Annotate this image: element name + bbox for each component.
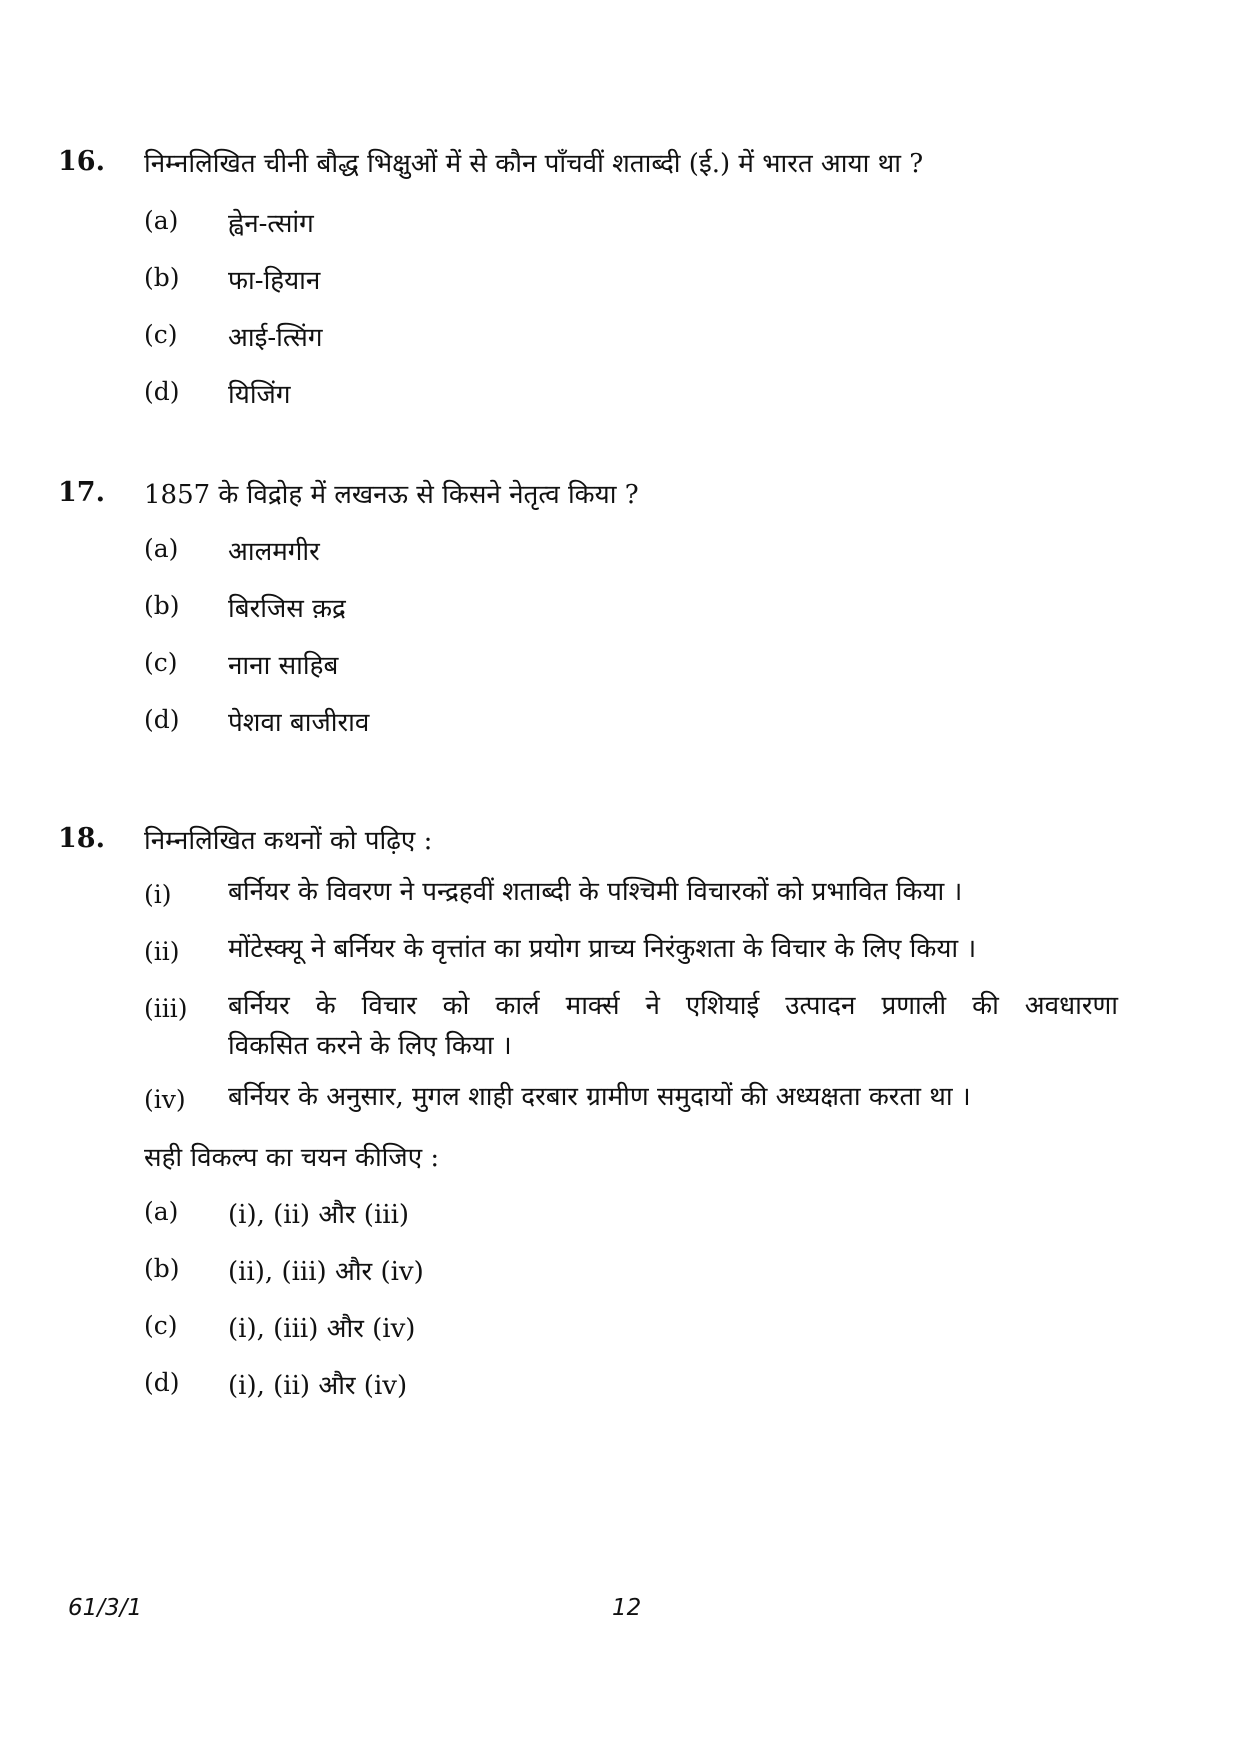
- statement-label: (i): [144, 880, 172, 909]
- statement-text: बर्नियर के विचार को कार्ल मार्क्स ने एशियाई उत्पादन प्रणाली की अवधारणा: [228, 991, 1118, 1021]
- option-label: (b): [144, 591, 180, 620]
- statement-label: (iv): [144, 1085, 186, 1114]
- option-text: (i), (ii) और (iv): [228, 1371, 408, 1401]
- option-label: (d): [144, 705, 180, 734]
- option-label: (a): [144, 534, 179, 563]
- option-label: (a): [144, 206, 179, 235]
- option-text: पेशवा बाजीराव: [228, 708, 370, 738]
- option-text: आलमगीर: [228, 537, 320, 567]
- option-label: (c): [144, 1311, 178, 1340]
- statement-label: (iii): [144, 994, 188, 1023]
- option-text: नाना साहिब: [228, 651, 339, 681]
- option-label: (d): [144, 1368, 180, 1397]
- option-label: (b): [144, 263, 180, 292]
- option-label: (c): [144, 320, 178, 349]
- option-text: बिरजिस क़द्र: [228, 594, 346, 624]
- option-label: (c): [144, 648, 178, 677]
- question-text: 1857 के विद्रोह में लखनऊ से किसने नेतृत्व किया ?: [144, 480, 639, 510]
- option-text: आई-त्सिंग: [228, 323, 323, 353]
- statement-text: मोंटेस्क्यू ने बर्नियर के वृत्तांत का प्रयोग प्राच्य निरंकुशता के विचार के लिए किया ।: [228, 934, 977, 964]
- option-text: ह्वेन-त्सांग: [228, 209, 314, 239]
- option-label: (b): [144, 1254, 180, 1283]
- question-number: 16.: [58, 146, 105, 177]
- option-text: (i), (iii) और (iv): [228, 1314, 416, 1344]
- option-text: (i), (ii) और (iii): [228, 1200, 410, 1230]
- option-text: फा-हियान: [228, 266, 321, 296]
- option-text: (ii), (iii) और (iv): [228, 1257, 424, 1287]
- paper-code: 61/3/1: [68, 1595, 143, 1621]
- page-number: 12: [612, 1595, 642, 1621]
- statement-label: (ii): [144, 937, 180, 966]
- question-text: निम्नलिखित चीनी बौद्ध भिक्षुओं में से कौन पाँचवीं शताब्दी (ई.) में भारत आया था ?: [144, 149, 924, 179]
- question-number: 18.: [58, 823, 105, 854]
- statement-text: बर्नियर के विवरण ने पन्द्रहवीं शताब्दी के पश्चिमी विचारकों को प्रभावित किया ।: [228, 877, 963, 907]
- option-label: (d): [144, 377, 180, 406]
- statement-text-continued: विकसित करने के लिए किया ।: [228, 1031, 512, 1061]
- option-label: (a): [144, 1197, 179, 1226]
- question-text: निम्नलिखित कथनों को पढ़िए :: [144, 826, 433, 856]
- option-text: यिजिंग: [228, 380, 291, 410]
- statement-text: बर्नियर के अनुसार, मुगल शाही दरबार ग्रामीण समुदायों की अध्यक्षता करता था ।: [228, 1082, 971, 1112]
- instruction-text: सही विकल्प का चयन कीजिए :: [144, 1143, 440, 1173]
- question-number: 17.: [58, 477, 105, 508]
